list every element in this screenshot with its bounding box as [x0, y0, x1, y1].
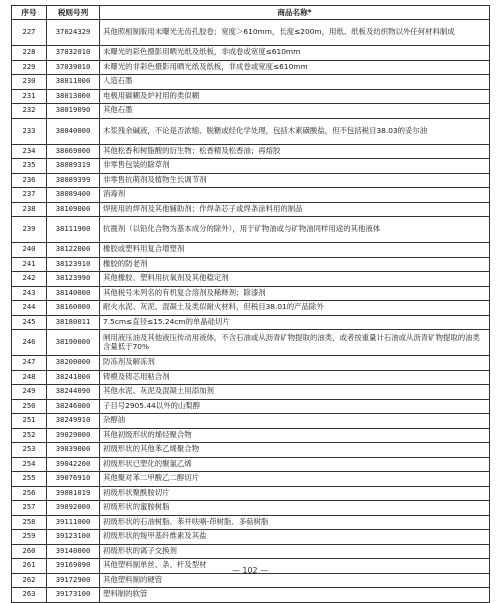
row-code: 39081019 — [47, 486, 100, 501]
row-code: 39111000 — [47, 515, 100, 530]
row-name: 初级形状聚酰胺切片 — [100, 486, 490, 501]
row-name: 消毒剂 — [100, 188, 490, 203]
row-seq: 227 — [12, 20, 47, 46]
row-seq: 237 — [12, 188, 47, 203]
row-seq: 255 — [12, 472, 47, 487]
row-name: 非零售包装的除草剂 — [100, 159, 490, 174]
row-name: 其他初级形状的烯烃聚合物 — [100, 428, 490, 443]
table-row — [12, 173, 490, 188]
row-code: 38089399 — [47, 173, 100, 188]
header-code: 税则号列 — [47, 6, 100, 20]
table-row — [12, 370, 490, 385]
row-code: 38123910 — [47, 257, 100, 272]
row-seq: 231 — [12, 89, 47, 104]
table-row — [12, 286, 490, 301]
table-row — [12, 457, 490, 472]
row-name: 其他塑料制单丝、条、杆及型材 — [100, 559, 490, 574]
table-row — [12, 501, 490, 516]
row-code: 38140000 — [47, 286, 100, 301]
table-row — [12, 257, 490, 272]
row-seq: 230 — [12, 75, 47, 90]
row-code: 37024329 — [47, 20, 100, 46]
table-row — [12, 20, 490, 46]
table-row — [12, 573, 490, 588]
row-name: 初级形状的蜜胺树脂 — [100, 501, 490, 516]
row-name: 焊接用的焊剂及其他辅助剂；作焊条芯子或焊条涂料用的制品 — [100, 202, 490, 217]
row-code: 38190000 — [47, 330, 100, 356]
row-seq: 260 — [12, 544, 47, 559]
row-seq: 250 — [12, 399, 47, 414]
table-row — [12, 46, 490, 61]
row-code: 39172900 — [47, 573, 100, 588]
row-code: 37039010 — [47, 60, 100, 75]
table-row — [12, 486, 490, 501]
row-seq: 234 — [12, 144, 47, 159]
row-code: 38069000 — [47, 144, 100, 159]
table-row — [12, 144, 490, 159]
row-seq: 239 — [12, 217, 47, 243]
table-row — [12, 202, 490, 217]
table-row — [12, 330, 490, 356]
row-name: 塑料制的软管 — [100, 588, 490, 603]
table-row — [12, 118, 490, 144]
row-name: 初级形状的石油树脂、苯并呋喃-茚树脂、多萜树脂 — [100, 515, 490, 530]
table-row — [12, 75, 490, 90]
row-seq: 247 — [12, 356, 47, 371]
row-name: 其他水泥、灰泥及混凝土用添加剂 — [100, 385, 490, 400]
row-seq: 256 — [12, 486, 47, 501]
row-seq: 241 — [12, 257, 47, 272]
row-seq: 251 — [12, 414, 47, 429]
row-code: 38011000 — [47, 75, 100, 90]
row-code: 38123990 — [47, 272, 100, 287]
row-name: 初级形状已塑化的聚氯乙烯 — [100, 457, 490, 472]
table-row — [12, 385, 490, 400]
row-name: 其他塑料制的硬管 — [100, 573, 490, 588]
row-code: 38200000 — [47, 356, 100, 371]
table-row — [12, 159, 490, 174]
row-name: 抗震剂（以铅化合物为基本成分的除外），用于矿物油或与矿物油同样用途的其他液体 — [100, 217, 490, 243]
table-row — [12, 428, 490, 443]
row-code: 38109000 — [47, 202, 100, 217]
table-body — [12, 20, 490, 603]
row-seq: 245 — [12, 315, 47, 330]
row-name: 其他照相制版用未曝光无齿孔胶卷；宽度＞610mm，长度≤200m，用纸、纸板及纺织物以外任何材料制成 — [100, 20, 490, 46]
table-row — [12, 272, 490, 287]
row-code: 39169090 — [47, 559, 100, 574]
row-name: 电极用碳糊及炉衬用的类似糊 — [100, 89, 490, 104]
row-code: 38244090 — [47, 385, 100, 400]
table-row — [12, 588, 490, 603]
row-name: 木浆残余碱液，不论是否浓缩、脱糖或经化学处理，包括木素磺酸盐，但不包括税目38.03的妥尔油 — [100, 118, 490, 144]
row-seq: 233 — [12, 118, 47, 144]
row-name: 未曝光的彩色摄影用晒光纸及纸板，非成卷或宽度≤610mm — [100, 46, 490, 61]
table-row — [12, 356, 490, 371]
row-code: 39092000 — [47, 501, 100, 516]
row-name: 人造石墨 — [100, 75, 490, 90]
page-number: — 102 — — [231, 566, 269, 575]
row-seq: 254 — [12, 457, 47, 472]
row-seq: 263 — [12, 588, 47, 603]
row-code: 38249910 — [47, 414, 100, 429]
row-name: 其他松香和树脂酸的衍生物；松香精及松香油；再熔胶 — [100, 144, 490, 159]
row-seq: 252 — [12, 428, 47, 443]
row-name: 防冻剂及解冻剂 — [100, 356, 490, 371]
row-code: 38122000 — [47, 243, 100, 258]
row-code: 38040000 — [47, 118, 100, 144]
row-seq: 246 — [12, 330, 47, 356]
table-header-row — [12, 6, 490, 20]
row-code: 39039000 — [47, 443, 100, 458]
table-row — [12, 472, 490, 487]
row-seq: 243 — [12, 286, 47, 301]
header-seq: 序号 — [12, 6, 47, 20]
row-seq: 258 — [12, 515, 47, 530]
row-code: 39042200 — [47, 457, 100, 472]
row-seq: 262 — [12, 573, 47, 588]
table-row — [12, 243, 490, 258]
row-name: 橡胶的防老剂 — [100, 257, 490, 272]
row-name: 杂醇油 — [100, 414, 490, 429]
row-name: 橡胶或塑料用复合增塑剂 — [100, 243, 490, 258]
row-code: 39123100 — [47, 530, 100, 545]
row-seq: 261 — [12, 559, 47, 574]
table-row — [12, 301, 490, 316]
row-seq: 249 — [12, 385, 47, 400]
table-row — [12, 188, 490, 203]
row-code: 39140000 — [47, 544, 100, 559]
tariff-table — [11, 5, 490, 603]
row-name: 其他橡胶、塑料用抗氧剂及其他稳定剂 — [100, 272, 490, 287]
row-name: 子目号2905.44以外的山梨醇 — [100, 399, 490, 414]
row-name: 其他石墨 — [100, 104, 490, 119]
row-code: 37032010 — [47, 46, 100, 61]
row-name: 其他税号未列名的有机复合溶剂及稀释剂；除漆剂 — [100, 286, 490, 301]
row-code: 39076910 — [47, 472, 100, 487]
row-code: 39173100 — [47, 588, 100, 603]
row-name: 非零售抗萌剂及植物生长调节剂 — [100, 173, 490, 188]
row-name: 初级形状的其他苯乙烯聚合物 — [100, 443, 490, 458]
header-name: 商品名称* — [100, 6, 490, 20]
row-name: 耐火水泥、灰泥、混凝土及类似耐火材料，但税目38.01的产品除外 — [100, 301, 490, 316]
table-row — [12, 515, 490, 530]
row-seq: 236 — [12, 173, 47, 188]
row-seq: 257 — [12, 501, 47, 516]
row-code: 38111900 — [47, 217, 100, 243]
table-row — [12, 399, 490, 414]
row-code: 38019090 — [47, 104, 100, 119]
row-name: 铸模及铸芯用粘合剂 — [100, 370, 490, 385]
row-code: 38246000 — [47, 399, 100, 414]
row-code: 38180011 — [47, 315, 100, 330]
row-seq: 253 — [12, 443, 47, 458]
row-seq: 242 — [12, 272, 47, 287]
row-name: 其他聚对苯二甲酸乙二醇切片 — [100, 472, 490, 487]
row-code: 38160000 — [47, 301, 100, 316]
row-seq: 240 — [12, 243, 47, 258]
table-row — [12, 89, 490, 104]
row-name: 闸用液压油及其他液压传动用液体，不含石油或从沥青矿物提取的油类，或者按重量计石油或从沥青矿物提取的油类含量低于70% — [100, 330, 490, 356]
row-name: 初级形状的羧甲基纤维素及其盐 — [100, 530, 490, 545]
row-code: 38241000 — [47, 370, 100, 385]
table-row — [12, 315, 490, 330]
row-name: 7.5cm≤直径≤15.24cm的单晶硅切片 — [100, 315, 490, 330]
table-row — [12, 60, 490, 75]
row-seq: 244 — [12, 301, 47, 316]
table-row — [12, 443, 490, 458]
row-seq: 238 — [12, 202, 47, 217]
row-code: 38089400 — [47, 188, 100, 203]
row-seq: 232 — [12, 104, 47, 119]
table-row — [12, 530, 490, 545]
row-seq: 248 — [12, 370, 47, 385]
row-seq: 235 — [12, 159, 47, 174]
table-row — [12, 104, 490, 119]
row-code: 39029000 — [47, 428, 100, 443]
table-row — [12, 217, 490, 243]
table-row — [12, 544, 490, 559]
row-code: 38013000 — [47, 89, 100, 104]
row-seq: 228 — [12, 46, 47, 61]
row-seq: 229 — [12, 60, 47, 75]
table-row — [12, 414, 490, 429]
row-seq: 259 — [12, 530, 47, 545]
row-name: 未曝光的非彩色摄影用晒光纸及纸板，非成卷或宽度≤610mm — [100, 60, 490, 75]
row-code: 38089319 — [47, 159, 100, 174]
row-name: 初级形状的离子交换剂 — [100, 544, 490, 559]
